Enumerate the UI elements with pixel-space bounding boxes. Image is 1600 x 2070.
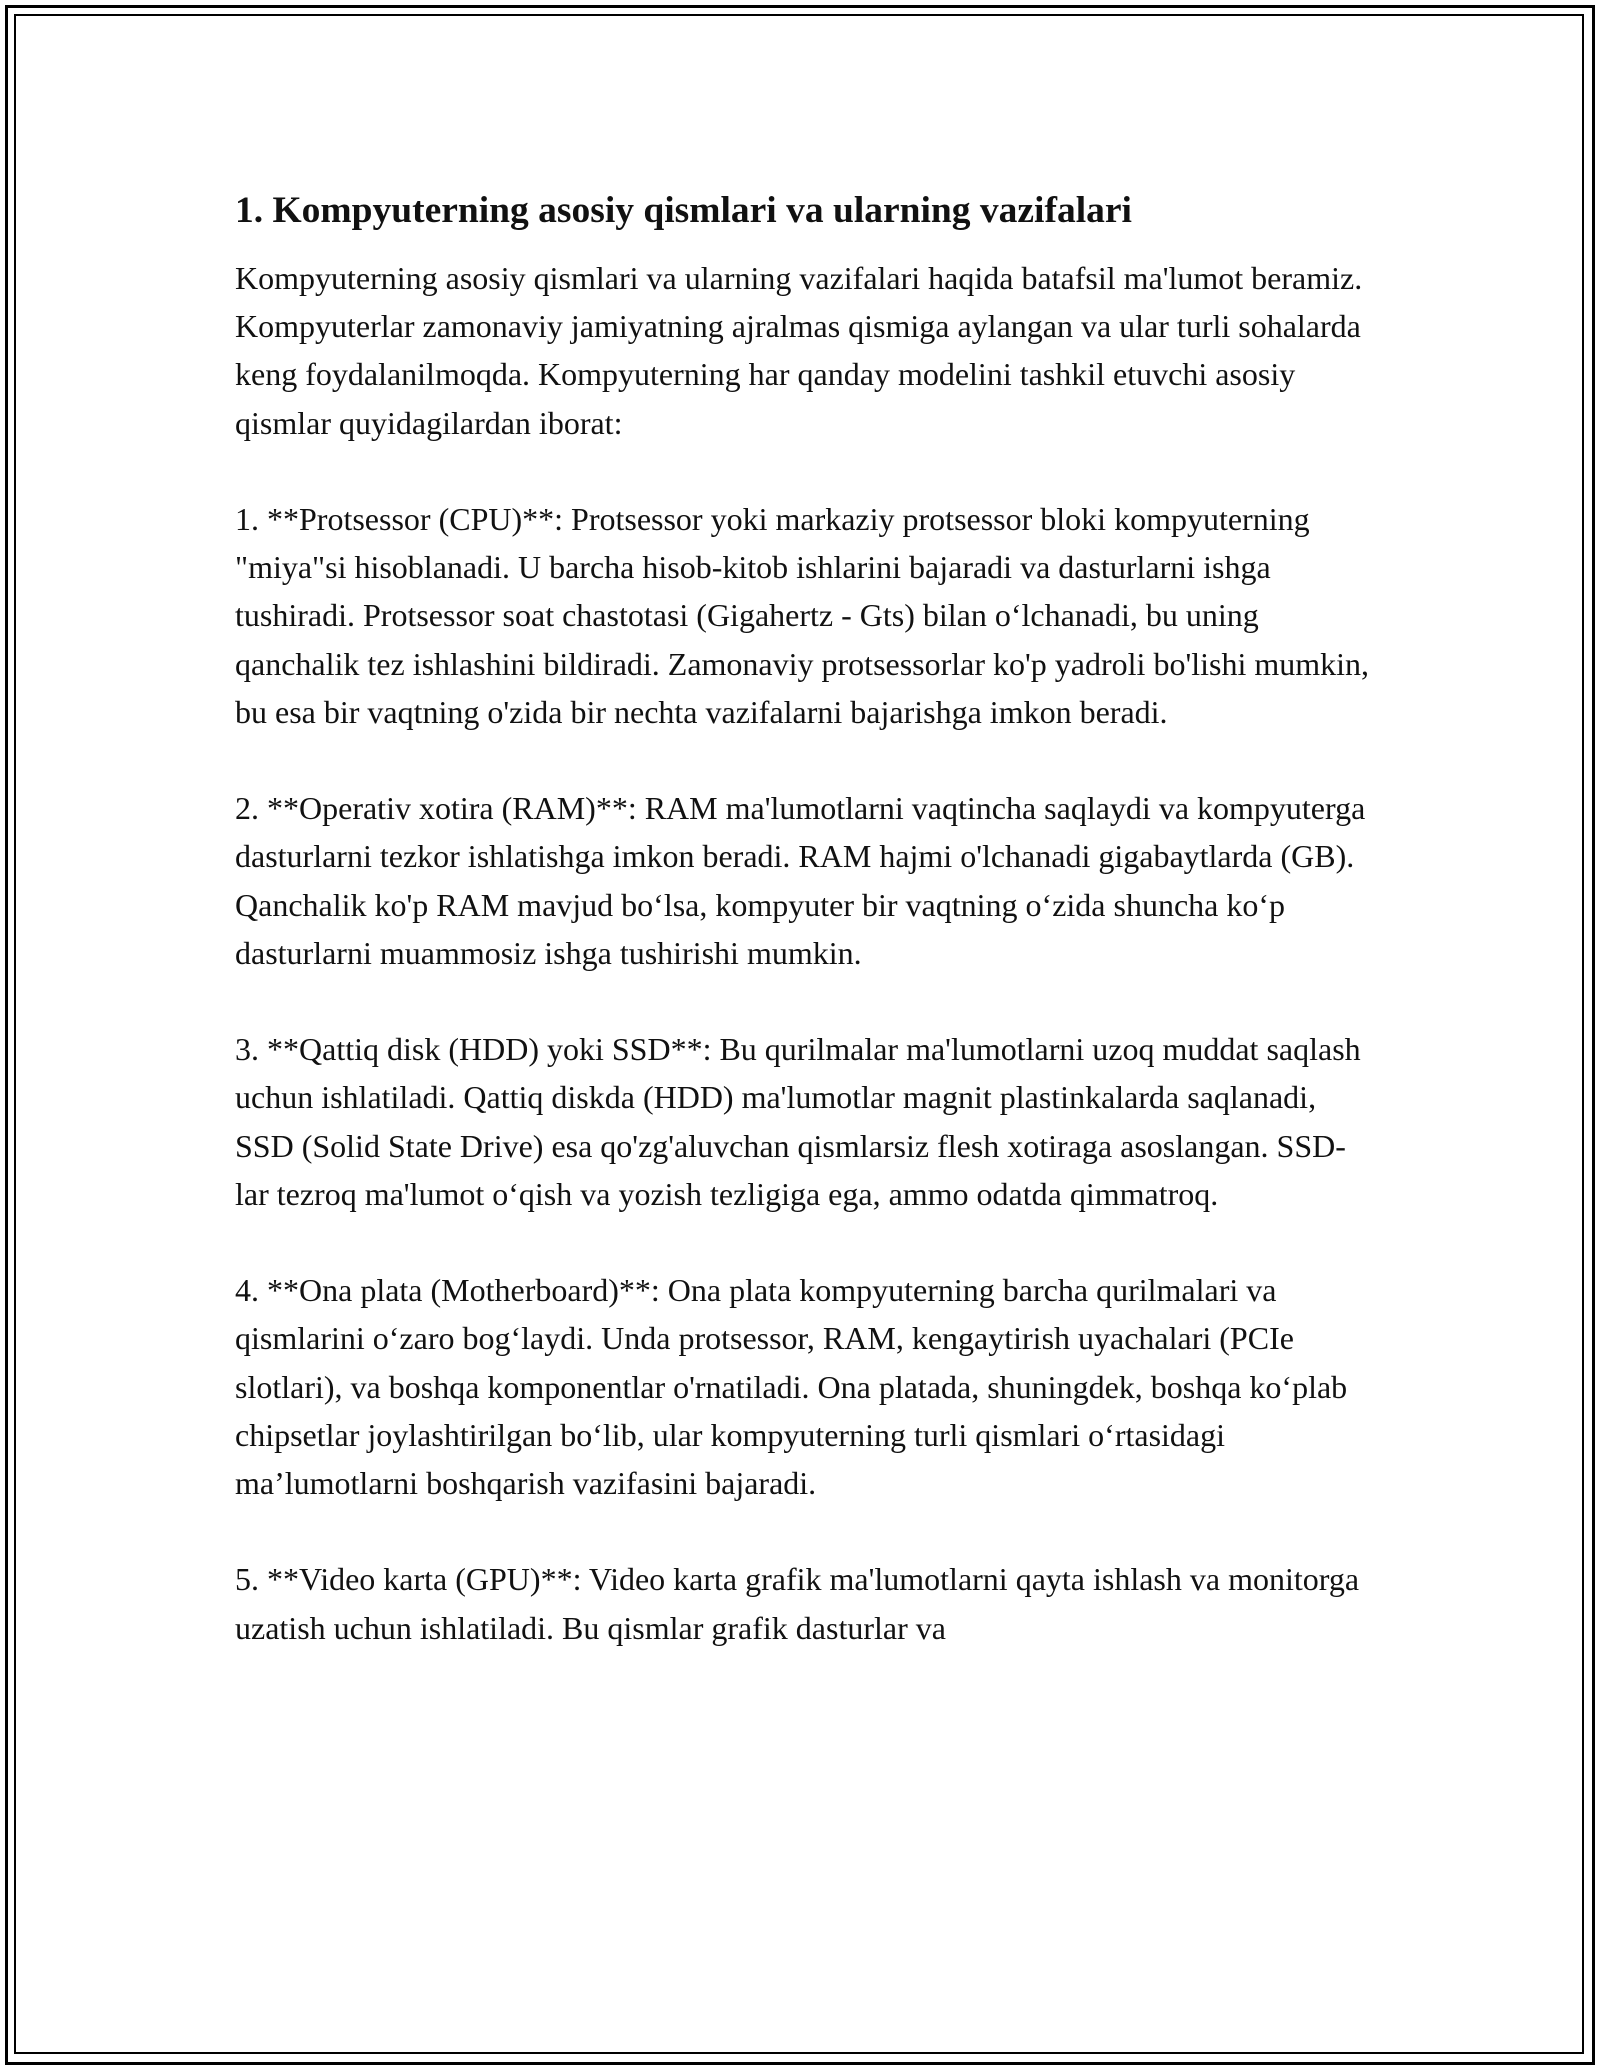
list-item-cpu: 1. **Protsessor (CPU)**: Protsessor yoki markaziy protsessor bloki kompyuterning "miya"si hisoblanadi. U barcha hisob-kitob ishlarini bajaradi va dasturlarni ishga tushiradi. Protsessor soat chastotasi (Gigahertz - Gts) bilan oʻlchanadi, bu uning qanchalik tez ishlashini bildiradi. Zamonaviy protsessorlar ko'p yadroli bo'lishi mumkin, bu esa bir vaqtning o'zida bir nechta vazifalarni bajarishga imkon beradi. (235, 501, 1369, 730)
section-heading: 1. Kompyuterning asosiy qismlari va ularning vazifalari (235, 190, 1132, 231)
intro-paragraph: Kompyuterning asosiy qismlari va ularning vazifalari haqida batafsil ma'lumot beramiz. Kompyuterlar zamonaviy jamiyatning ajralmas qismiga aylangan va ular turli sohalarda keng foydalanilmoqda. Kompyuterning har qanday modelini tashkil etuvchi asosiy qismlar quyidagilardan iborat: (235, 260, 1363, 441)
list-item-ram: 2. **Operativ xotira (RAM)**: RAM ma'lumotlarni vaqtincha saqlaydi va kompyuterga dasturlarni tezkor ishlatishga imkon beradi. RAM hajmi o'lchanadi gigabaytlarda (GB). Qanchalik ko'p RAM mavjud boʻlsa, kompyuter bir vaqtning oʻzida shuncha koʻp dasturlarni muammosiz ishga tushirishi mumkin. (235, 790, 1366, 971)
list-item-storage: 3. **Qattiq disk (HDD) yoki SSD**: Bu qurilmalar ma'lumotlarni uzoq muddat saqlash uchun ishlatiladi. Qattiq diskda (HDD) ma'lumotlar magnit plastinkalarda saqlanadi, SSD (Solid State Drive) esa qo'zg'aluvchan qismlarsiz flesh xotiraga asoslangan. SSD-lar tezroq ma'lumot oʻqish va yozish tezligiga ega, ammo odatda qimmatroq. (235, 1031, 1361, 1212)
document-body (235, 185, 1375, 1652)
list-item-motherboard: 4. **Ona plata (Motherboard)**: Ona plata kompyuterning barcha qurilmalari va qismlarini oʻzaro bogʻlaydi. Unda protsessor, RAM, kengaytirish uyachalari (PCIe slotlari), va boshqa komponentlar o'rnatiladi. Ona platada, shuningdek, boshqa koʻplab chipsetlar joylashtirilgan boʻlib, ular kompyuterning turli qismlari oʻrtasidagi maʼlumotlarni boshqarish vazifasini bajaradi. (235, 1272, 1348, 1502)
list-item-gpu: 5. **Video karta (GPU)**: Video karta grafik ma'lumotlarni qayta ishlash va monitorga uzatish uchun ishlatiladi. Bu qismlar grafik dasturlar va (235, 1561, 1360, 1646)
